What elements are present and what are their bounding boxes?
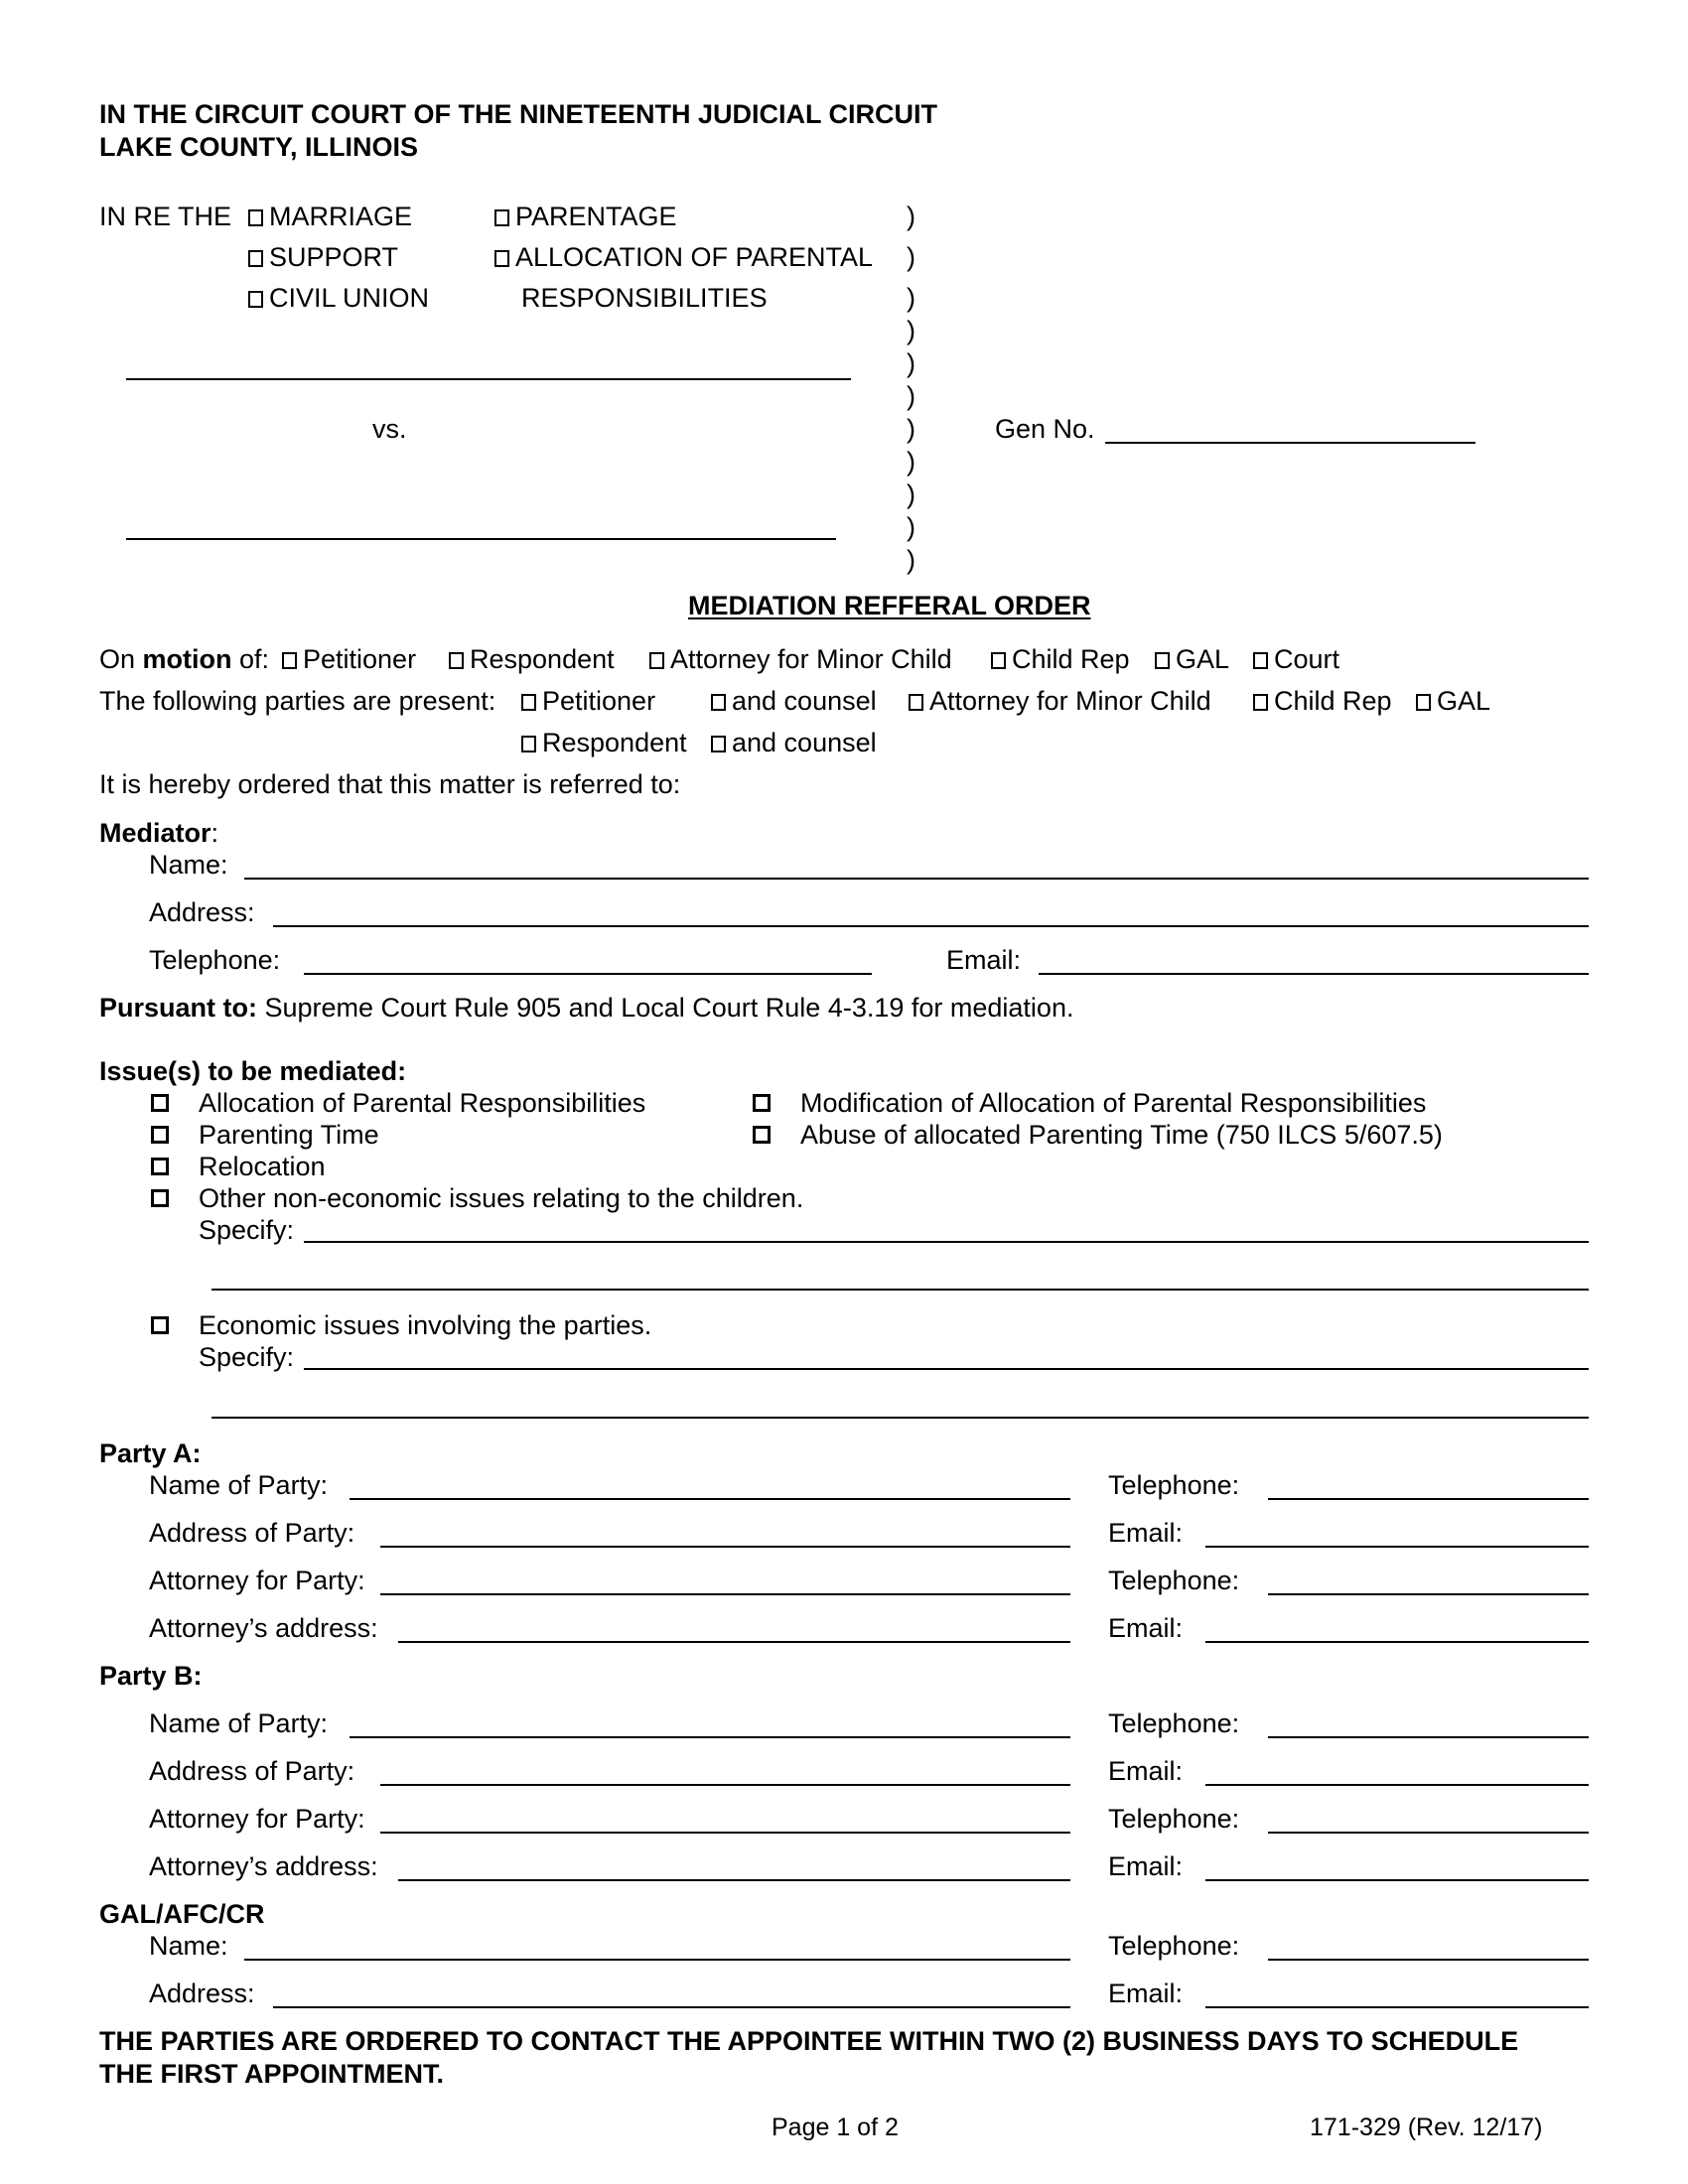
gal-telephone-label: Telephone: [1108,1931,1240,1961]
caption-paren: ) [907,348,915,378]
party-a-email-label: Email: [1108,1518,1184,1548]
gal-email-label: Email: [1108,1979,1184,2008]
marriage-checkbox[interactable] [248,209,263,226]
issue-parenting-time: Parenting Time [151,1122,379,1149]
party-b-attorney-telephone-line[interactable] [1268,1832,1589,1834]
court-name: IN THE CIRCUIT COURT OF THE NINETEENTH JUDICIAL CIRCUIT [99,99,938,129]
page-title: MEDIATION REFFERAL ORDER [688,591,1091,620]
county-name: LAKE COUNTY, ILLINOIS [99,132,419,162]
mediator-email-label: Email: [946,945,1022,975]
mediator-name-label: Name: [149,850,228,880]
allocation-option: ALLOCATION OF PARENTAL [494,244,873,271]
present-child-rep-checkbox[interactable] [1253,694,1268,711]
party-a-telephone-label: Telephone: [1108,1470,1240,1500]
form-number: 171-329 (Rev. 12/17) [1310,2114,1543,2141]
party-b-name-line[interactable] [350,1736,1070,1738]
gal-address-label: Address: [149,1979,255,2008]
party-a-name-line[interactable] [350,1498,1070,1500]
gal-name-label: Name: [149,1931,228,1961]
issue-modification-checkbox[interactable] [753,1094,771,1112]
parentage-checkbox[interactable] [494,209,509,226]
support-option: SUPPORT [248,244,398,271]
present-gal: GAL [1416,688,1490,715]
support-checkbox[interactable] [248,250,263,267]
mediator-heading: Mediator: [99,818,219,848]
mediator-email-line[interactable] [1039,973,1589,975]
party-b-email-line[interactable] [1205,1784,1589,1786]
party-a-attorney-address-label: Attorney’s address: [149,1613,378,1643]
motion-gal-checkbox[interactable] [1155,652,1170,669]
pursuant-text: Pursuant to: Supreme Court Rule 905 and Local Court Rule 4-3.19 for mediation. [99,993,1074,1023]
party-b-address-label: Address of Party: [149,1756,355,1786]
present-petitioner-checkbox[interactable] [521,694,536,711]
party-b-attorney-email-line[interactable] [1205,1879,1589,1881]
party-b-attorney-label: Attorney for Party: [149,1804,365,1834]
issue-economic-checkbox[interactable] [151,1316,169,1334]
issue-economic: Economic issues involving the parties. [151,1312,651,1339]
page-number: Page 1 of 2 [772,2114,899,2141]
motion-gal: GAL [1155,646,1229,673]
economic-specify-line-1[interactable] [304,1368,1589,1370]
motion-label: On motion of: [99,644,270,674]
parentage-option: PARENTAGE [494,204,677,230]
party-a-attorney-label: Attorney for Party: [149,1566,365,1595]
caption-paren: ) [907,512,915,542]
issue-abuse-checkbox[interactable] [753,1126,771,1144]
caption-paren: ) [907,414,915,444]
party-a-heading: Party A: [99,1438,202,1468]
caption-paren: ) [907,479,915,509]
party-b-heading: Party B: [99,1661,203,1691]
issue-other-non-economic: Other non-economic issues relating to the children. [151,1185,803,1212]
gal-address-line[interactable] [273,2006,1070,2008]
motion-court: Court [1253,646,1339,673]
civil-union-checkbox[interactable] [248,291,263,308]
caption-paren: ) [907,316,915,345]
party-a-attorney-line[interactable] [380,1593,1070,1595]
party-a-attorney-telephone-label: Telephone: [1108,1566,1240,1595]
respondent-name-line[interactable] [126,538,836,540]
specify-line-2[interactable] [211,1289,1589,1291]
party-a-attorney-address-line[interactable] [398,1641,1070,1643]
present-respondent-checkbox[interactable] [521,736,536,752]
motion-petitioner-checkbox[interactable] [282,652,297,669]
party-b-attorney-email-label: Email: [1108,1851,1184,1881]
issue-relocation: Relocation [151,1154,326,1180]
motion-attorney-minor-child: Attorney for Minor Child [649,646,952,673]
present-petitioner-counsel: and counsel [711,688,877,715]
present-respondent: Respondent [521,730,687,756]
present-petitioner: Petitioner [521,688,655,715]
issue-allocation: Allocation of Parental Responsibilities [151,1090,645,1117]
gen-no-label: Gen No. [995,414,1095,444]
specify-line-1[interactable] [304,1241,1589,1243]
party-b-email-label: Email: [1108,1756,1184,1786]
party-b-attorney-address-label: Attorney’s address: [149,1851,378,1881]
present-respondent-counsel: and counsel [711,730,877,756]
order-notice-line1: THE PARTIES ARE ORDERED TO CONTACT THE APPOINTEE WITHIN TWO (2) BUSINESS DAYS TO SCHEDULE [99,2026,1519,2056]
party-b-attorney-address-line[interactable] [398,1879,1070,1881]
caption-paren: ) [907,545,915,575]
motion-child-rep: Child Rep [991,646,1130,673]
party-a-address-label: Address of Party: [149,1518,355,1548]
gal-name-line[interactable] [244,1959,1070,1961]
party-b-telephone-line[interactable] [1268,1736,1589,1738]
party-a-name-label: Name of Party: [149,1470,329,1500]
caption-paren: ) [907,381,915,411]
economic-specify-line-2[interactable] [211,1417,1589,1419]
mediator-telephone-line[interactable] [304,973,872,975]
present-respondent-counsel-checkbox[interactable] [711,736,726,752]
present-petitioner-counsel-checkbox[interactable] [711,694,726,711]
issue-relocation-checkbox[interactable] [151,1158,169,1175]
motion-attorney-minor-child-checkbox[interactable] [649,652,664,669]
caption-paren: ) [907,202,915,231]
issue-allocation-checkbox[interactable] [151,1094,169,1112]
party-a-address-line[interactable] [380,1546,1070,1548]
present-attorney-minor-child-checkbox[interactable] [909,694,923,711]
party-b-attorney-line[interactable] [380,1832,1070,1834]
issue-other-non-economic-checkbox[interactable] [151,1189,169,1207]
gen-no-line[interactable] [1105,442,1476,444]
allocation-option-line2: RESPONSIBILITIES [521,283,768,313]
motion-petitioner: Petitioner [282,646,416,673]
present-gal-checkbox[interactable] [1416,694,1431,711]
specify-label: Specify: [199,1215,295,1245]
economic-specify-label: Specify: [199,1342,295,1372]
caption-paren: ) [907,242,915,272]
order-notice-line2: THE FIRST APPOINTMENT. [99,2059,445,2089]
issues-heading: Issue(s) to be mediated: [99,1056,407,1086]
allocation-checkbox[interactable] [494,250,509,267]
issue-abuse: Abuse of allocated Parenting Time (750 ILCS 5/607.5) [753,1122,1443,1149]
present-label: The following parties are present: [99,686,496,716]
mediator-address-line[interactable] [273,925,1589,927]
party-b-address-line[interactable] [380,1784,1070,1786]
issue-parenting-time-checkbox[interactable] [151,1126,169,1144]
present-attorney-minor-child: Attorney for Minor Child [909,688,1211,715]
petitioner-name-line[interactable] [126,378,851,380]
party-a-email-line[interactable] [1205,1546,1589,1548]
party-a-attorney-email-line[interactable] [1205,1641,1589,1643]
motion-respondent: Respondent [449,646,615,673]
gal-heading: GAL/AFC/CR [99,1899,265,1929]
caption-paren: ) [907,283,915,313]
mediator-name-line[interactable] [244,878,1589,880]
in-re-label: IN RE THE [99,202,232,231]
present-child-rep: Child Rep [1253,688,1392,715]
mediator-telephone-label: Telephone: [149,945,281,975]
party-b-name-label: Name of Party: [149,1708,329,1738]
party-a-telephone-line[interactable] [1268,1498,1589,1500]
motion-child-rep-checkbox[interactable] [991,652,1006,669]
party-b-telephone-label: Telephone: [1108,1708,1240,1738]
motion-court-checkbox[interactable] [1253,652,1268,669]
marriage-option: MARRIAGE [248,204,412,230]
party-a-attorney-email-label: Email: [1108,1613,1184,1643]
vs-label: vs. [372,414,407,444]
issue-modification: Modification of Allocation of Parental Responsibilities [753,1090,1426,1117]
party-a-attorney-telephone-line[interactable] [1268,1593,1589,1595]
gal-telephone-line[interactable] [1268,1959,1589,1961]
civil-union-option: CIVIL UNION [248,285,429,312]
caption-paren: ) [907,447,915,477]
party-b-attorney-telephone-label: Telephone: [1108,1804,1240,1834]
gal-email-line[interactable] [1205,2006,1589,2008]
mediator-address-label: Address: [149,897,255,927]
motion-respondent-checkbox[interactable] [449,652,464,669]
referred-text: It is hereby ordered that this matter is referred to: [99,769,681,799]
